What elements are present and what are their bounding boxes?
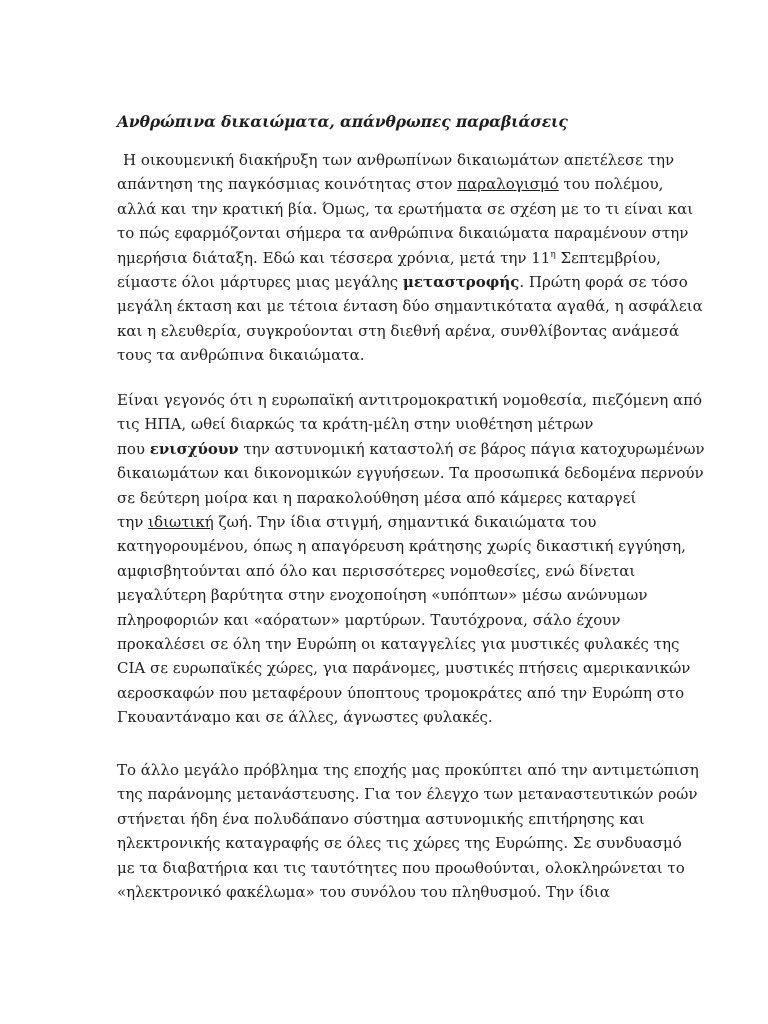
- text-line: τις ΗΠΑ, ωθεί διαρκώς τα κράτη-μέλη στην υιοθέτηση μέτρων: [117, 415, 594, 434]
- paragraph-2: [117, 388, 705, 730]
- text-line: προκαλέσει σε όλη την Ευρώπη οι καταγγελίες για μυστικές φυλακές της: [117, 635, 680, 654]
- text-line: σε δεύτερη μοίρα και η παρακολούθηση μέσα από κάμερες καταργεί: [117, 488, 637, 507]
- text-run: που: [117, 439, 150, 458]
- text-line: CIA σε ευρωπαϊκές χώρες, για παράνομες, μυστικές πτήσεις αμερικανικών: [117, 659, 691, 678]
- text-run: απάντηση της παγκόσμιας κοινότητας στον: [117, 175, 458, 194]
- text-line: κατηγορουμένου, όπως η απαγόρευση κράτησης χωρίς δικαστική εγγύηση,: [117, 537, 686, 556]
- bold-word: μεταστροφής: [402, 273, 520, 292]
- paragraph-3: [117, 758, 699, 904]
- text-line: Η οικουμενική διακήρυξη των ανθρωπίνων δικαιωμάτων απετέλεσε την: [123, 151, 675, 169]
- text-run: του πολέμου,: [558, 175, 664, 194]
- text-run: είμαστε όλοι μάρτυρες μιας μεγάλης: [117, 273, 403, 292]
- text-line: με τα διαβατήρια και τις ταυτότητες που προωθούνται, ολοκληρώνεται το: [117, 858, 685, 877]
- text-line: Το άλλο μεγάλο πρόβλημα της εποχής μας προκύπτει από την αντιμετώπιση: [117, 761, 699, 779]
- text-run: . Πρώτη φορά σε τόσο: [519, 273, 688, 292]
- bold-word: ενισχύουν: [149, 439, 239, 458]
- text-run: ημερήσια διάταξη. Εδώ και τέσσερα χρόνια, μετά την 11: [117, 248, 551, 267]
- text-line: [117, 270, 688, 294]
- text-line: πληροφοριών και «αόρατων» μαρτύρων. Ταυτόχρονα, σάλο έχουν: [117, 610, 621, 629]
- text-line: της παράνομης μετανάστευσης. Για τον έλεγχο των μεταναστευτικών ροών: [117, 785, 698, 804]
- text-run: Σεπτεμβρίου,: [555, 248, 661, 267]
- text-line: τους τα ανθρώπινα δικαιώματα.: [117, 346, 365, 365]
- underlined-word: ιδιωτική: [148, 513, 214, 532]
- text-run: την αστυνομική καταστολή σε βάρος πάγια κατοχυρωμένων: [238, 439, 705, 458]
- document-title: Ανθρώπινα δικαιώματα, απάνθρωπες παραβιάσεις: [117, 112, 568, 131]
- text-line: δικαιωμάτων και δικονομικών εγγυήσεων. Τα προσωπικά δεδομένα περνούν: [117, 464, 704, 483]
- text-line: αλλά και την κρατική βία. Όμως, τα ερωτήματα σε σχέση με το τι είναι και: [117, 199, 694, 218]
- text-line: στήνεται ήδη ένα πολυδάπανο σύστημα αστυνομικής επιτήρησης και: [117, 809, 645, 828]
- text-line: «ηλεκτρονικό φακέλωμα» του συνόλου του πληθυσμού. Την ίδια: [117, 883, 610, 902]
- text-line: μεγαλύτερη βαρύτητα στην ενοχοποίηση «υπόπτων» μέσω ανώνυμων: [117, 586, 648, 605]
- underlined-word: παραλογισμό: [457, 175, 559, 194]
- text-run: ζωή. Την ίδια στιγμή, σημαντικά δικαιώματα του: [213, 513, 597, 532]
- text-line: [117, 510, 672, 534]
- text-line: το πώς εφαρμόζονται σήμερα τα ανθρώπινα δικαιώματα παραμένουν στην: [117, 224, 689, 243]
- text-line: μεγάλη έκταση και με τέτοια ένταση δύο σημαντικότατα αγαθά, η ασφάλεια: [117, 297, 703, 316]
- text-line: Είναι γεγονός ότι η ευρωπαϊκή αντιτρομοκρατική νομοθεσία, πιεζόμενη από: [117, 391, 703, 409]
- text-line: αεροσκαφών που μεταφέρουν ύποπτους τρομοκράτες από την Ευρώπη στο: [117, 683, 685, 702]
- text-line: αμφισβητούνται από όλο και περισσότερες νομοθεσίες, ενώ δίνεται: [117, 561, 636, 580]
- paragraph-1: [117, 148, 703, 368]
- text-line: Γκουαντάναμο και σε άλλες, άγνωστες φυλακές.: [117, 708, 493, 727]
- text-run: την: [117, 513, 149, 532]
- text-line: [117, 437, 705, 461]
- superscript: η: [550, 249, 556, 260]
- text-line: ηλεκτρονικής καταγραφής σε όλες τις χώρες της Ευρώπης. Σε συνδυασμό: [117, 834, 682, 853]
- text-line: [117, 172, 672, 196]
- text-line: [117, 246, 672, 270]
- text-line: και η ελευθερία, συγκρούονται στη διεθνή αρένα, συνθλίβοντας ανάμεσά: [117, 321, 680, 340]
